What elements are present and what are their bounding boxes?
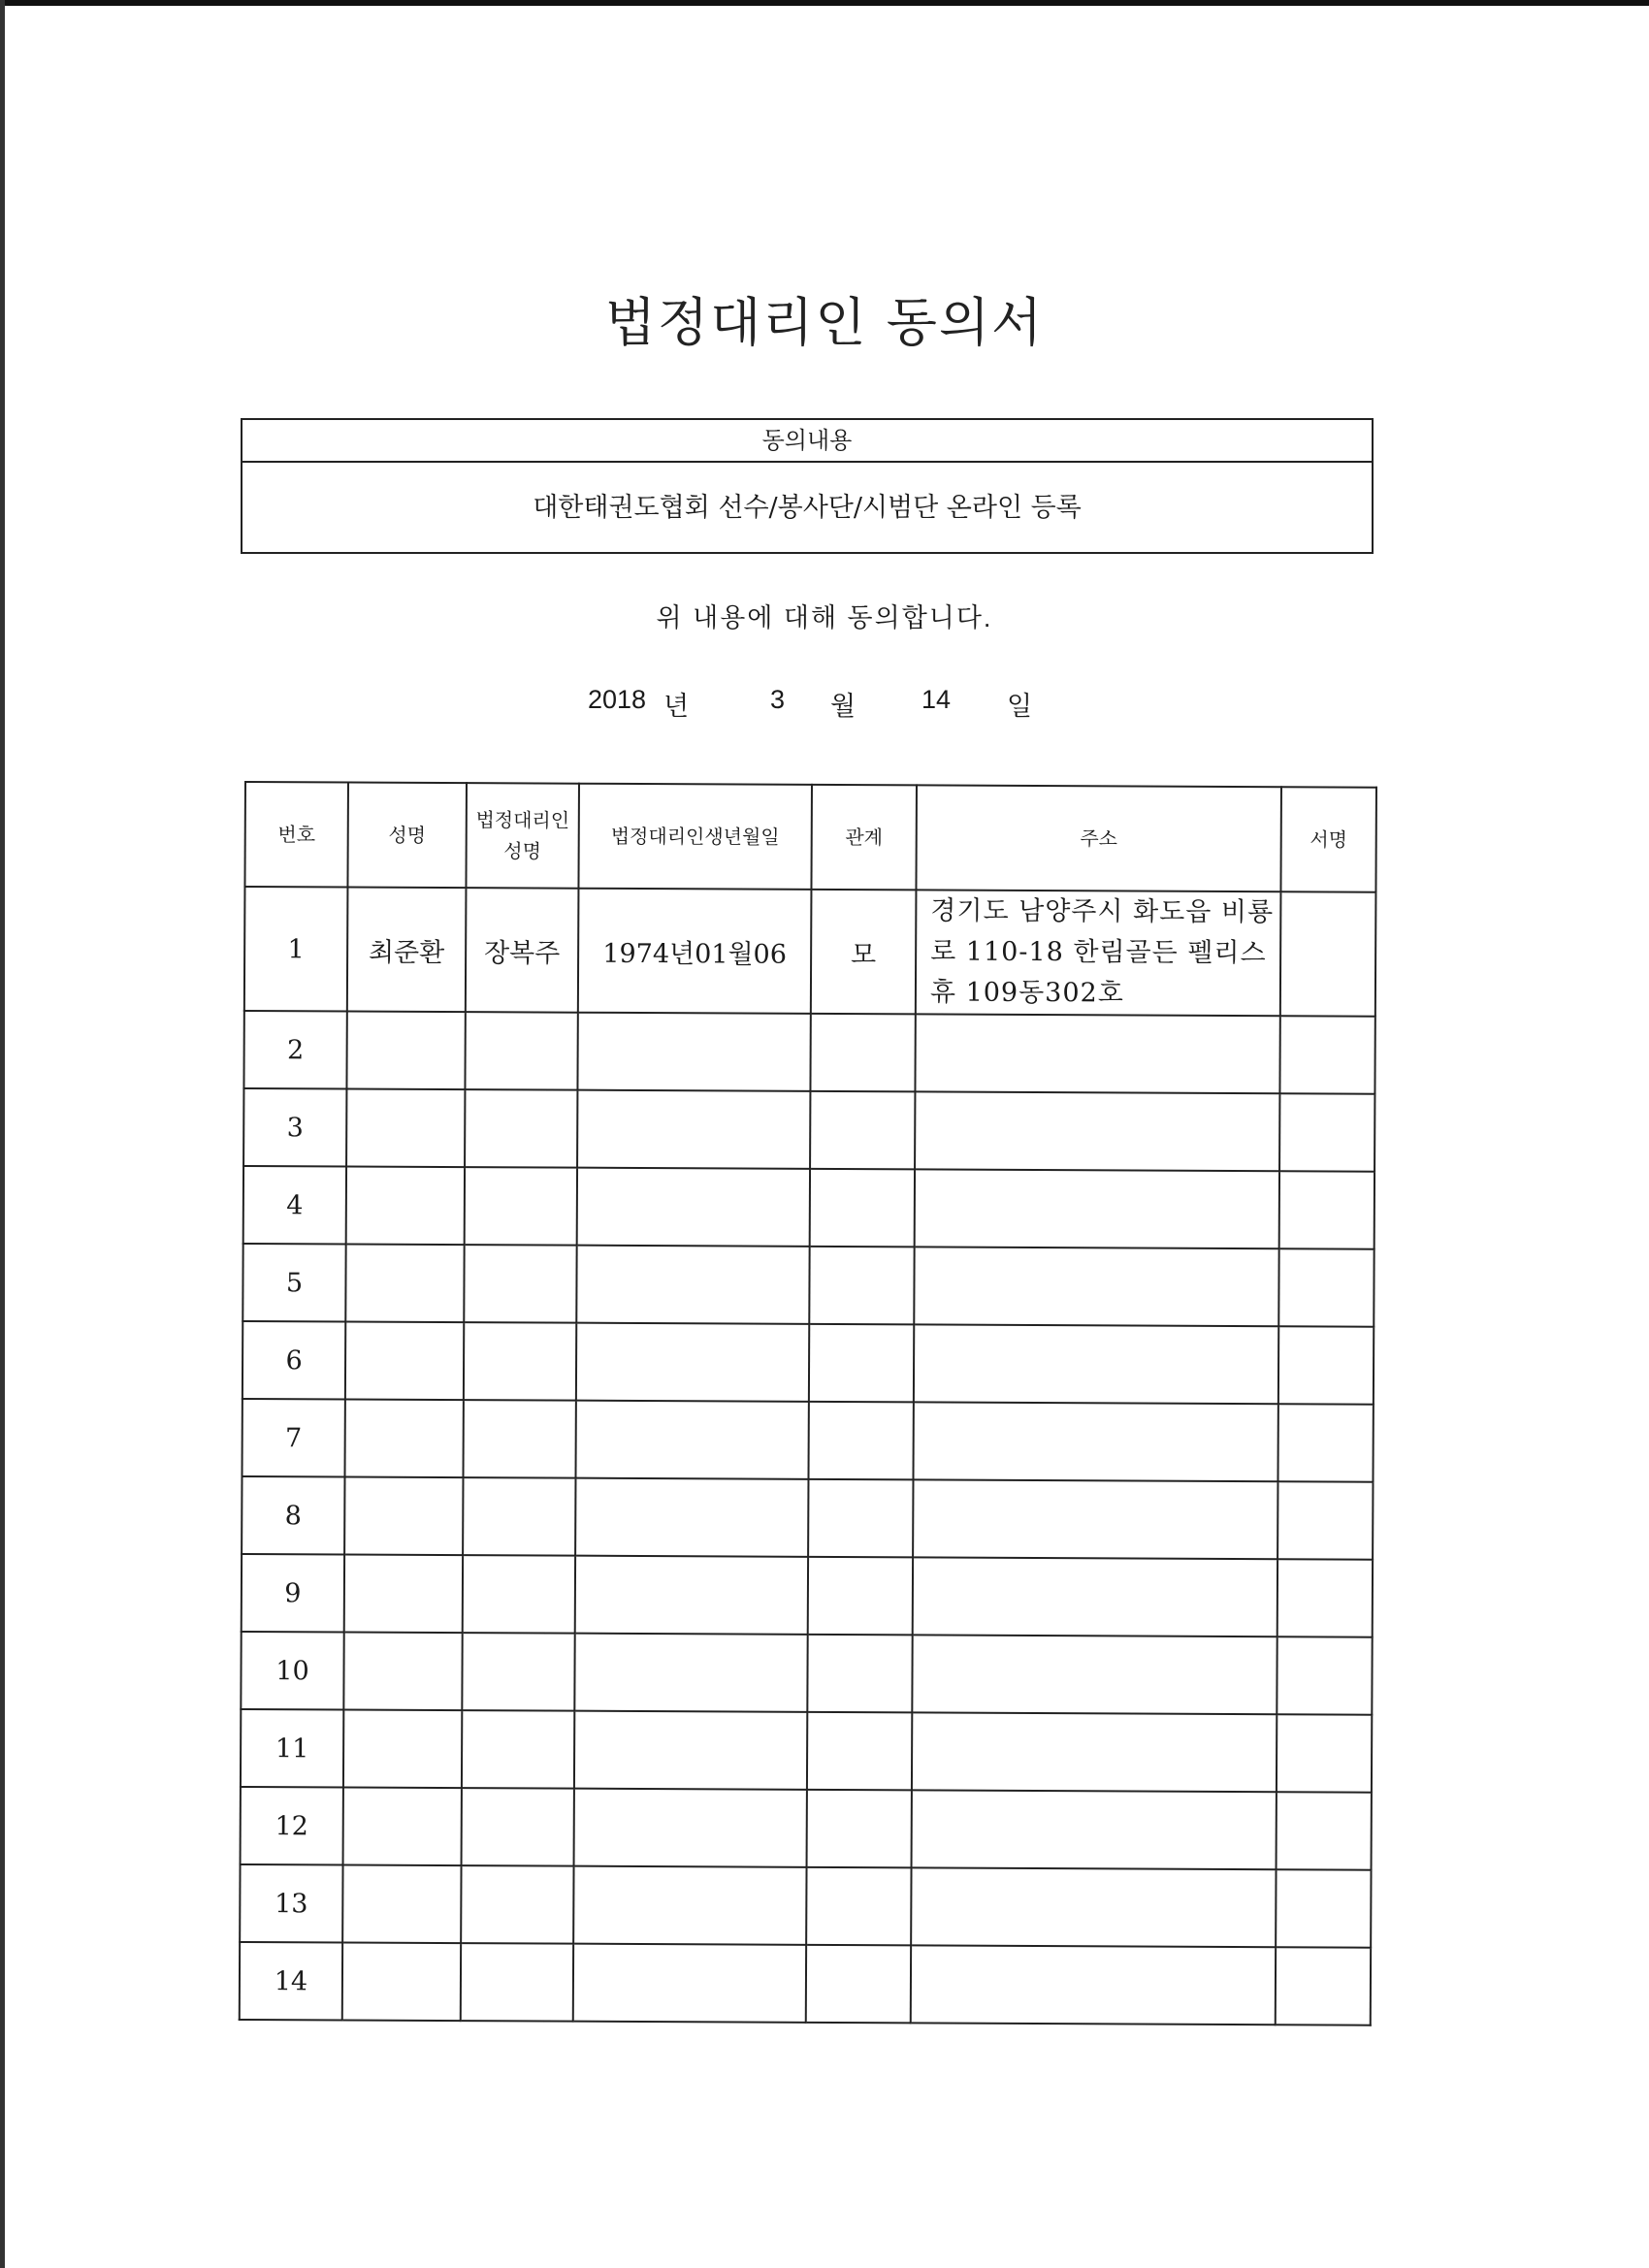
cell-guardian-birth: 1974년01월06 bbox=[578, 889, 812, 1014]
cell-guardian-name bbox=[464, 1322, 576, 1401]
table-header-row bbox=[244, 782, 1376, 892]
cell-guardian-name bbox=[465, 1089, 577, 1168]
date-month: 3 bbox=[770, 685, 786, 714]
cell-address bbox=[915, 1169, 1279, 1248]
cell-guardian-birth bbox=[575, 1401, 808, 1479]
cell-guardian-birth bbox=[577, 1090, 810, 1169]
cell-guardian-birth bbox=[577, 1168, 810, 1247]
cell-name bbox=[345, 1322, 464, 1401]
cell-address: 경기도 남양주시 화도읍 비룡로 110-18 한림골든 펠리스휴 109동302호 bbox=[916, 890, 1281, 1016]
cell-number: 5 bbox=[242, 1244, 345, 1322]
table-body bbox=[240, 887, 1376, 2025]
cell-guardian-name bbox=[463, 1555, 575, 1634]
table-row bbox=[242, 1244, 1374, 1327]
cell-relation: 모 bbox=[811, 890, 917, 1015]
table-row bbox=[240, 1942, 1371, 2025]
date-day: 14 bbox=[922, 685, 952, 714]
cell-guardian-name bbox=[463, 1477, 575, 1556]
header-number: 번호 bbox=[244, 782, 348, 888]
cell-guardian-birth bbox=[577, 1013, 810, 1091]
cell-name bbox=[344, 1555, 463, 1634]
cell-guardian-birth bbox=[573, 1866, 806, 1945]
cell-guardian-birth bbox=[575, 1556, 808, 1635]
cell-signature[interactable] bbox=[1277, 1636, 1372, 1714]
cell-number: 6 bbox=[242, 1321, 345, 1400]
header-guardian-birth: 법정대리인생년월일 bbox=[578, 784, 812, 890]
cell-guardian-name bbox=[463, 1400, 575, 1478]
cell-guardian-birth bbox=[574, 1711, 807, 1790]
table-row bbox=[241, 1787, 1372, 1870]
cell-signature[interactable] bbox=[1277, 1481, 1373, 1559]
cell-relation bbox=[808, 1402, 913, 1480]
cell-name bbox=[346, 1167, 465, 1246]
cell-address bbox=[915, 1091, 1279, 1171]
cell-name bbox=[342, 1865, 461, 1944]
cell-guardian-name bbox=[461, 1943, 573, 2022]
cell-guardian-birth bbox=[574, 1789, 807, 1867]
cell-guardian-name bbox=[465, 1167, 577, 1246]
cell-guardian-name bbox=[462, 1633, 574, 1711]
header-signature: 서명 bbox=[1280, 787, 1376, 891]
cell-signature[interactable] bbox=[1279, 1016, 1374, 1093]
cell-address bbox=[912, 1712, 1277, 1792]
date-month-unit: 월 bbox=[830, 692, 857, 721]
header-relation: 관계 bbox=[811, 785, 917, 891]
cell-signature[interactable] bbox=[1276, 1947, 1371, 2025]
cell-name bbox=[346, 1012, 465, 1090]
cell-number: 14 bbox=[240, 1942, 342, 2021]
table-row bbox=[242, 1321, 1374, 1405]
header-name: 성명 bbox=[347, 783, 467, 889]
cell-name: 최준환 bbox=[347, 888, 467, 1013]
table-row bbox=[244, 887, 1376, 1017]
cell-name bbox=[343, 1710, 462, 1789]
cell-address bbox=[913, 1557, 1277, 1636]
table-row bbox=[242, 1554, 1373, 1637]
agree-statement: 위 내용에 대해 동의합니다. bbox=[656, 603, 993, 632]
cell-number: 3 bbox=[243, 1088, 346, 1167]
consent-box-content: 대한태권도협회 선수/봉사단/시범단 온라인 등록 bbox=[533, 493, 1082, 523]
cell-number: 2 bbox=[243, 1011, 346, 1089]
cell-number: 8 bbox=[242, 1476, 344, 1555]
cell-guardian-birth bbox=[575, 1478, 808, 1557]
cell-relation bbox=[810, 1169, 915, 1247]
cell-signature[interactable] bbox=[1277, 1792, 1372, 1869]
table-row bbox=[240, 1864, 1371, 1948]
table-row bbox=[241, 1709, 1372, 1793]
cell-address bbox=[915, 1014, 1279, 1093]
cell-name bbox=[342, 1943, 461, 2022]
table-row bbox=[243, 1011, 1374, 1094]
header-guardian-name: 법정대리인성명 bbox=[466, 783, 579, 889]
cell-relation bbox=[807, 1712, 912, 1791]
cell-guardian-name bbox=[462, 1788, 574, 1866]
cell-number: 1 bbox=[244, 887, 348, 1012]
table-row bbox=[243, 1088, 1374, 1172]
cell-relation bbox=[808, 1557, 913, 1636]
cell-relation bbox=[810, 1014, 915, 1092]
cell-relation bbox=[809, 1247, 914, 1325]
cell-number: 11 bbox=[241, 1709, 343, 1788]
cell-relation bbox=[807, 1635, 912, 1713]
cell-name bbox=[346, 1089, 465, 1168]
cell-guardian-birth bbox=[576, 1323, 809, 1402]
cell-address bbox=[911, 1945, 1276, 2025]
cell-relation bbox=[807, 1790, 912, 1868]
cell-guardian-name bbox=[462, 1710, 574, 1789]
cell-number: 7 bbox=[242, 1399, 344, 1477]
cell-number: 9 bbox=[242, 1554, 344, 1633]
table-row bbox=[242, 1476, 1373, 1560]
consent-content-box bbox=[241, 418, 1374, 554]
cell-name bbox=[343, 1788, 462, 1866]
cell-signature[interactable] bbox=[1277, 1559, 1373, 1636]
document-title: 법정대리인 동의서 bbox=[604, 292, 1045, 353]
cell-address bbox=[913, 1402, 1277, 1481]
date-day-unit: 일 bbox=[1007, 692, 1033, 721]
cell-address bbox=[914, 1247, 1278, 1326]
cell-relation bbox=[809, 1324, 914, 1403]
header-address: 주소 bbox=[916, 785, 1281, 891]
cell-signature[interactable] bbox=[1278, 1326, 1374, 1404]
cell-name bbox=[344, 1400, 463, 1478]
date-year-unit: 년 bbox=[663, 692, 690, 721]
cell-guardian-name: 장복주 bbox=[466, 888, 579, 1013]
cell-signature[interactable] bbox=[1279, 1171, 1374, 1248]
cell-name bbox=[343, 1633, 462, 1711]
cell-signature[interactable] bbox=[1279, 1093, 1374, 1171]
cell-address bbox=[914, 1324, 1278, 1404]
cell-number: 12 bbox=[241, 1787, 343, 1865]
cell-signature[interactable] bbox=[1280, 891, 1376, 1016]
cell-number: 10 bbox=[241, 1632, 343, 1710]
cell-relation bbox=[806, 1945, 911, 2024]
cell-relation bbox=[810, 1091, 915, 1170]
date-year: 2018 bbox=[588, 685, 647, 714]
cell-signature[interactable] bbox=[1277, 1404, 1373, 1481]
cell-guardian-birth bbox=[576, 1246, 809, 1324]
cell-guardian-name bbox=[465, 1012, 577, 1090]
cell-address bbox=[913, 1479, 1277, 1559]
scan-edge-top bbox=[0, 0, 1649, 6]
consent-table bbox=[239, 781, 1377, 2026]
cell-guardian-birth bbox=[574, 1634, 807, 1712]
cell-address bbox=[911, 1867, 1276, 1947]
cell-name bbox=[345, 1245, 464, 1323]
cell-guardian-name bbox=[461, 1865, 573, 1944]
cell-guardian-name bbox=[464, 1245, 576, 1323]
cell-number: 13 bbox=[240, 1864, 342, 1943]
cell-number: 4 bbox=[243, 1166, 346, 1245]
table-row bbox=[243, 1166, 1374, 1249]
cell-name bbox=[344, 1477, 463, 1556]
cell-relation bbox=[806, 1867, 911, 1946]
cell-guardian-birth bbox=[573, 1944, 806, 2023]
cell-signature[interactable] bbox=[1277, 1714, 1372, 1792]
cell-signature[interactable] bbox=[1278, 1248, 1374, 1326]
cell-signature[interactable] bbox=[1276, 1869, 1371, 1947]
cell-address bbox=[912, 1635, 1277, 1714]
cell-relation bbox=[808, 1479, 913, 1558]
table-row bbox=[242, 1399, 1373, 1482]
consent-box-header: 동의내용 bbox=[242, 420, 1372, 463]
table-row bbox=[241, 1632, 1372, 1715]
cell-address bbox=[912, 1790, 1277, 1869]
